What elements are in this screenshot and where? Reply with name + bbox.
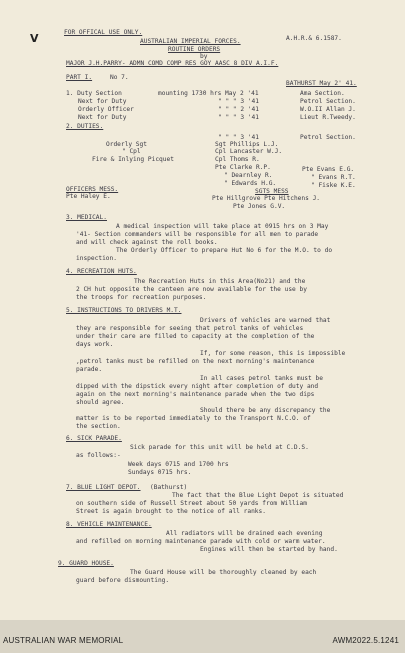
section-1-row-value: Petrol Section. <box>300 98 356 105</box>
section-7-heading: 7. BLUE LIGHT DEPOT. <box>66 484 141 491</box>
body-line: matter is to be reported immediately to the Transport N.C.O. of <box>76 415 311 422</box>
section-2-heading-detail: " " " 3 '41 <box>218 134 259 141</box>
section-1-row-detail: " " " 2 '41 <box>218 106 259 113</box>
officers-mess-heading: OFFICERS MESS. <box>66 186 119 193</box>
section-1-row-value: W.O.II Allan J. <box>300 106 356 113</box>
body-line: A medical inspection will take place at 0915 hrs on 3 May <box>116 223 329 230</box>
section-1-row-label: Orderly Officer <box>78 106 134 113</box>
body-line: inspection. <box>76 255 117 262</box>
body-line: The Orderly Officer to prepare Hut No 6 for the M.O. to do <box>116 247 333 254</box>
body-line: and refilled on morning maintenance parade with cold or warm water. <box>76 538 326 545</box>
body-line: In all cases petrol tanks must be <box>200 375 323 382</box>
duty-name: " Edwards H.G. <box>224 180 277 187</box>
section-2-heading-value: Petrol Section. <box>300 134 356 141</box>
body-line: The fact that the Blue Light Depot is situated <box>172 492 344 499</box>
footer-institution: AUSTRALIAN WAR MEMORIAL <box>3 636 124 645</box>
commander-line: MAJOR J.H.PARRY- ADMN COMD COMP RES GOY AASC 8 DIV A.I.F. <box>66 60 279 67</box>
body-line: the section. <box>76 423 121 430</box>
duty-label: Fire & Inlying Picquet <box>92 156 174 163</box>
body-line: should agree. <box>76 399 125 406</box>
duty-name: Sgt Phillips L.J. <box>215 141 279 148</box>
body-line: If, for some reason, this is impossible <box>200 350 346 357</box>
section-1-heading-value: Ama Section. <box>300 90 345 97</box>
body-line: Engines will then be started by hand. <box>200 546 338 553</box>
body-line: Drivers of vehicles are warned that <box>200 317 331 324</box>
body-line: dipped with the dipstick every night after completion of duty and <box>76 383 319 390</box>
sgts-mess-names: Pte Hillgrove Pte Hitchens J. <box>212 195 321 202</box>
section-9-heading: 9. GUARD HOUSE. <box>58 560 114 567</box>
body-line: The Recreation Huts in this Area(No21) and the <box>134 278 306 285</box>
order-number: No 7. <box>110 74 129 81</box>
duty-name: Cpl Lancaster W.J. <box>215 148 283 155</box>
section-6-heading: 6. SICK PARADE. <box>66 435 122 442</box>
body-line: Sick parade for this unit will be held at C.D.S. <box>130 444 309 451</box>
orders-heading: ROUTINE ORDERS <box>168 46 221 53</box>
section-5-heading: 5. INSTRUCTIONS TO DRIVERS M.T. <box>66 307 182 314</box>
body-line: under their care are filled to capacity at the completion of the <box>76 333 315 340</box>
order-date: BATHURST May 2' 41. <box>286 80 357 87</box>
body-line: Week days 0715 and 1700 hrs <box>128 461 229 468</box>
body-line: '41- Section commanders will be responsible for all men to parade <box>76 231 319 238</box>
body-line: as follows:- <box>76 452 121 459</box>
body-line: All radiators will be drained each evening <box>166 530 323 537</box>
sgts-mess-names-2: Pte Jones G.V. <box>233 203 286 210</box>
section-1-heading-detail: mounting 1730 hrs May 2 '41 <box>158 90 259 97</box>
section-4-heading: 4. RECREATION HUTS. <box>66 268 137 275</box>
body-line: on southern side of Russell Street about 50 yards from William <box>76 500 307 507</box>
body-line: days work. <box>76 341 114 348</box>
section-1-row-label: Next for Duty <box>78 98 127 105</box>
by-line: by <box>200 53 208 60</box>
body-line: and will check against the roll books. <box>76 239 218 246</box>
duty-name-right: " Fiske K.E. <box>311 182 356 189</box>
section-3-heading: 3. MEDICAL. <box>66 214 107 221</box>
section-1-row-detail: " " " 3 '41 <box>218 114 259 121</box>
body-line: parade. <box>76 366 103 373</box>
body-line: guard before dismounting. <box>76 577 170 584</box>
officers-mess-name: Pte Haley E. <box>66 193 111 200</box>
body-line: Sundays 0715 hrs. <box>128 469 192 476</box>
section-2-heading: 2. DUTIES. <box>66 123 104 130</box>
duty-label: Orderly Sgt <box>106 141 147 148</box>
body-line: Street is again brought to the notice of all ranks. <box>76 508 266 515</box>
duty-name: " Dearnley R. <box>224 172 273 179</box>
body-line: The Guard House will be thoroughly cleaned by each <box>130 569 317 576</box>
section-1-heading: 1. Duty Section <box>66 90 122 97</box>
section-1-row-label: Next for Duty <box>78 114 127 121</box>
duty-name-right: " Evans R.T. <box>311 174 356 181</box>
body-line: 2 CH hut opposite the canteen are now available for the use by <box>76 286 307 293</box>
archive-footer <box>0 620 405 653</box>
tick-mark: V <box>30 32 39 45</box>
duty-name: Cpl Thoms R. <box>215 156 260 163</box>
body-line: they are responsible for seeing that petrol tanks of vehicles <box>76 325 304 332</box>
body-line: again on the next morning's maintenance parade when the two dips <box>76 391 315 398</box>
footer-catalogue-id: AWM2022.5.1241 <box>332 636 399 645</box>
duty-name: Pte Clarke R.P. <box>215 164 271 171</box>
body-line: ,petrol tanks must be refilled on the next morning's maintenance <box>76 358 315 365</box>
official-use-heading: FOR OFFICAL USE ONLY. <box>64 29 143 36</box>
force-heading: AUSTRALIAN IMPERIAL FORCES. <box>140 38 241 45</box>
part-label: PART I. <box>66 74 93 81</box>
body-line: Should there be any discrepancy the <box>200 407 331 414</box>
section-1-row-detail: " " " 3 '41 <box>218 98 259 105</box>
reference-number: A.H.R.& 6.1587. <box>286 35 342 42</box>
section-8-heading: 8. VEHICLE MAINTENANCE. <box>66 521 152 528</box>
section-7-heading-suffix: (Bathurst) <box>150 484 188 491</box>
body-line: the troops for recreation purposes. <box>76 294 207 301</box>
section-1-row-value: Lieut R.Tweedy. <box>300 114 356 121</box>
sgts-mess-heading: SGTS MESS <box>255 188 289 195</box>
duty-label: " Cpl <box>122 148 141 155</box>
duty-name-right: Pte Evans E.G. <box>302 166 355 173</box>
